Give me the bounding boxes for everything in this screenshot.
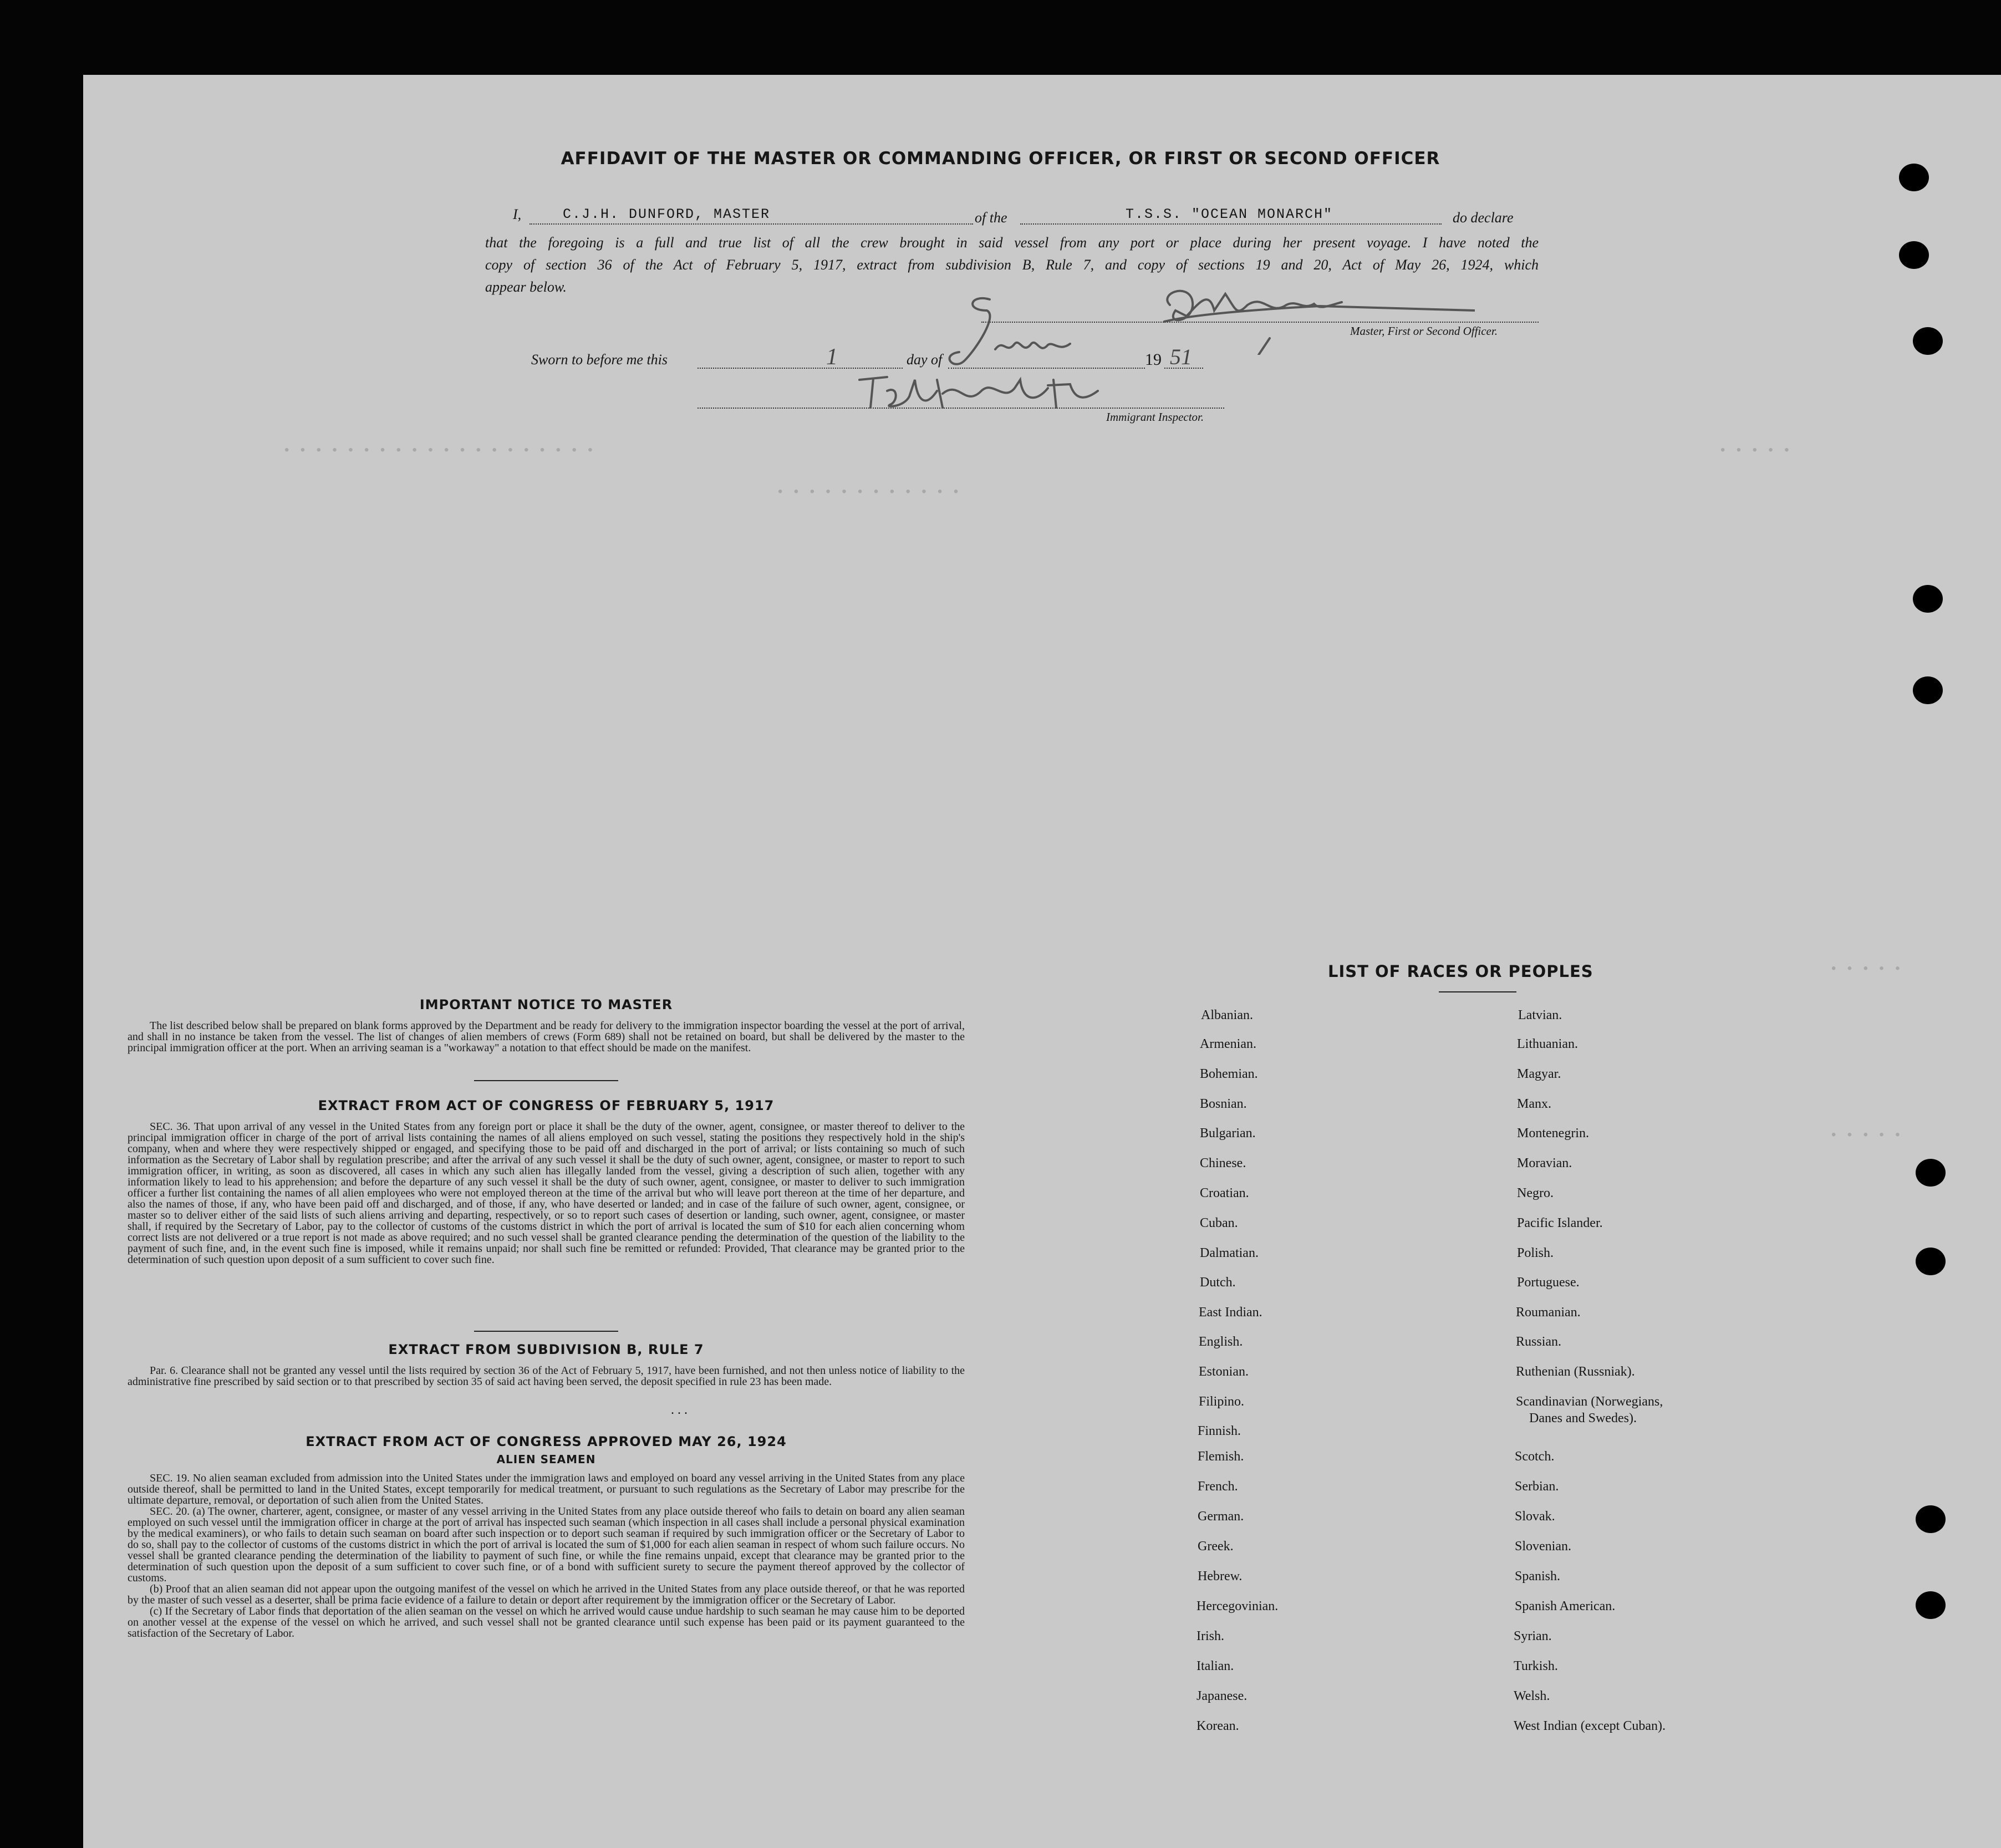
year-suffix: 51 [1170,344,1192,369]
declare-label: do declare [1453,210,1514,226]
race-item: Ruthenian (Russniak). [1516,1365,1635,1379]
race-item: Italian. [1196,1659,1234,1673]
sworn-label: Sworn to before me this [531,352,668,368]
bleed-through-text: • • • • • [1719,444,1791,459]
i-label: I, [513,206,522,222]
race-item: Finnish. [1198,1424,1241,1438]
vessel-line [1020,223,1442,225]
race-item: Montenegrin. [1517,1126,1589,1141]
race-item: Roumanian. [1516,1305,1581,1320]
of-the-label: of the [975,210,1007,226]
race-item: Slovenian. [1515,1539,1571,1554]
punch-hole [1916,1505,1946,1533]
race-item: Slovak. [1515,1509,1555,1524]
race-item: Manx. [1517,1097,1551,1111]
punch-hole [1899,164,1929,191]
section-divider [474,1080,618,1081]
race-item: German. [1198,1509,1244,1524]
race-item: Dalmatian. [1200,1246,1259,1260]
punch-hole [1916,1248,1946,1275]
sec20a-paragraph: SEC. 20. (a) The owner, charterer, agent, consignee, or master of any vessel arriving in the United States from any place outside thereof who fails to detain on board any alien seaman employed on such vessel until the immigration officer in charge at the port of arrival has inspected such seaman (which inspection in all cases shall include a personal physical examination by the medical examiners), or who fails to detain such seaman on board after such inspection or to deport such seaman if required by such immigration officer or the Secretary of Labor to do so, shall pay to the collector of customs of the customs district in which the port of arrival is located the sum of $1,000 for each alien seaman in respect of whom such failure occurs. No vessel shall be granted clearance pending the determination of the liability to payment of such fine, or while the fine remains unpaid, except that clearance may be granted prior to the determination of such question upon the deposit of a sum sufficient to cover such fine, or of a bond with sufficient surety to secure the payment thereof approved by the collector of customs. [128,1505,965,1584]
affidavit-body-line: that the foregoing is a full and true list of all the crew brought in said vessel from any port or place during her present voyage. I have noted the [485,235,1539,251]
affidavit-body-line: copy of section 36 of the Act of February 5, 1917, extract from subdivision B, Rule 7, and copy of sections 19 and 20, Act of May 26, 1924, which [485,257,1539,273]
race-item: Negro. [1517,1186,1554,1200]
race-item: Dutch. [1200,1275,1236,1290]
race-item: West Indian (except Cuban). [1514,1719,1666,1733]
sec19-paragraph: SEC. 19. No alien seaman excluded from admission into the United States under the immigration laws and employed on board any vessel arriving in the United States from any place outside thereof, shall be permitted to land in the United States, except temporarily for medical treatment, or pursuant to such regulations as the Secretary of Labor may prescribe for the ultimate departure, removal, or deportation of such alien from the United States. [128,1472,965,1506]
extract-1924-subtitle: ALIEN SEAMEN [496,1453,596,1466]
race-item: Russian. [1516,1335,1562,1349]
affidavit-body-line: appear below. [485,279,567,295]
master-caption: Master, First or Second Officer. [1350,324,1498,338]
race-item: Lithuanian. [1517,1037,1578,1051]
race-item: Spanish American. [1515,1599,1616,1613]
day-of-label: day of [907,352,943,368]
affidavit-title: AFFIDAVIT OF THE MASTER OR COMMANDING OFFICER, OR FIRST OR SECOND OFFICER [561,149,1440,169]
race-item: Polish. [1517,1246,1554,1260]
race-item: Latvian. [1518,1008,1562,1022]
inspector-signature [854,369,1120,419]
extract-1924-text [128,1473,965,1639]
race-item: Croatian. [1200,1186,1249,1200]
race-item: Filipino. [1199,1394,1245,1409]
race-item: Pacific Islander. [1517,1216,1603,1230]
extract-rule7-text [128,1365,965,1387]
race-item: French. [1198,1479,1238,1494]
race-item: Bosnian. [1200,1097,1247,1111]
punch-hole [1899,241,1929,269]
sec20b-paragraph: (b) Proof that an alien seaman did not appear upon the outgoing manifest of the vessel on which he arrived in the United States from any place outside thereof, or that he was reported by the master of such vessel as a deserter, shall be prima facie evidence of a failure to detain or deport after requirement by the immigration officer or the Secretary of Labor. [128,1583,965,1606]
race-item: Moravian. [1517,1156,1572,1170]
notice-title: IMPORTANT NOTICE TO MASTER [419,997,673,1012]
race-item: Turkish. [1514,1659,1558,1673]
bleed-through-text: • • • • • • • • • • • • • • • • • • • • [283,444,594,459]
punch-hole [1913,585,1943,613]
notice-paragraph: The list described below shall be prepared on blank forms approved by the Department and be ready for delivery to the immigration inspector boarding the vessel at the port of arrival, and shall in no instance be taken from the vessel. The list of changes of alien members of crews (Form 689) shall not be retained on board, but shall be delivered by the master to the principal immigration officer at the port. When an arriving seaman is a "workaway" a notation to that effect should be made on the manifest. [128,1020,965,1054]
bleed-through-text: • • • • • • • • • • • • [776,485,960,500]
race-item: Spanish. [1515,1569,1561,1584]
races-divider [1439,991,1516,992]
race-item: Magyar. [1517,1067,1561,1081]
races-title: LIST OF RACES OR PEOPLES [1328,962,1593,981]
race-item: Japanese. [1196,1689,1248,1703]
race-item: Portuguese. [1517,1275,1580,1290]
sworn-month-handwriting [943,288,1087,377]
vessel-name: T.S.S. "OCEAN MONARCH" [1126,206,1333,222]
ellipsis: . . . [671,1403,688,1417]
year-prefix: 19 [1145,350,1162,369]
race-item: Albanian. [1201,1008,1253,1022]
section-divider [474,1331,618,1332]
bleed-through-text: • • • • • [1830,1128,1902,1143]
extract-1924-title: EXTRACT FROM ACT OF CONGRESS APPROVED MAY 26, 1924 [306,1434,787,1449]
race-item: Scandinavian (Norwegians, [1516,1394,1663,1409]
race-item: English. [1199,1335,1243,1349]
bleed-through-text: • • • • • [1830,962,1902,977]
master-name: C.J.H. DUNFORD, MASTER [563,206,771,222]
race-item: Cuban. [1200,1216,1238,1230]
extract-1917-title: EXTRACT FROM ACT OF CONGRESS OF FEBRUARY 5, 1917 [318,1098,775,1113]
inspector-caption: Immigrant Inspector. [1106,410,1204,424]
race-item: Irish. [1196,1629,1224,1643]
master-signature [1153,272,1475,355]
race-item: Syrian. [1514,1629,1552,1643]
race-item: Welsh. [1514,1689,1550,1703]
punch-hole [1916,1159,1946,1187]
extract-1917-text [128,1121,965,1265]
race-item: Bohemian. [1200,1067,1258,1081]
punch-hole [1913,676,1943,704]
race-item: Hercegovinian. [1196,1599,1279,1613]
extract-rule7-paragraph: Par. 6. Clearance shall not be granted any vessel until the lists required by section 36 of the Act of February 5, 1917, have been furnished, and not then unless notice of liability to the administrative fine prescribed by said section or to that prescribed by section 35 of said act having been served, the deposit specified in rule 23 has been made. [128,1365,965,1388]
race-item: Chinese. [1200,1156,1246,1170]
notice-text [128,1020,965,1053]
race-item-continuation: Danes and Swedes). [1529,1411,1637,1426]
extract-rule7-title: EXTRACT FROM SUBDIVISION B, RULE 7 [388,1342,704,1357]
race-item: Estonian. [1199,1365,1249,1379]
sworn-day: 1 [826,344,838,370]
race-item: Hebrew. [1198,1569,1243,1584]
race-item: Korean. [1196,1719,1239,1733]
race-item: Serbian. [1515,1479,1559,1494]
race-item: Flemish. [1198,1449,1244,1464]
sec20c-paragraph: (c) If the Secretary of Labor finds that deportation of the alien seaman on the vessel on which he arrived would cause undue hardship to such seaman he may cause him to be deported on another vessel at the expense of the vessel on which he arrived, and such vessel shall not be granted clearance until such expense has been paid or its payment guaranteed to the satisfaction of the Secretary of Labor. [128,1605,965,1640]
extract-1917-paragraph: SEC. 36. That upon arrival of any vessel in the United States from any foreign port or place it shall be the duty of the owner, agent, consignee, or master thereof to deliver to the principal immigration officer in charge of the port of arrival lists containing the names of all aliens employed on such vessel, stating the positions they respectively hold in the ship's company, when and where they were respectively shipped or engaged, and specifying those to be paid off and discharged in the port of arrival; or lists containing so much of such information as the Secretary of Labor shall by regulation prescribe; and after the arrival of any such vessel it shall be the duty of such owner, agent, consignee, or master to report to such immigration officer, in writing, as soon as discovered, all cases in which any such alien has illegally landed from the vessel, giving a description of such alien, together with any information likely to lead to his apprehension; and before the departure of any such vessel it shall be the duty of such owner, agent, consignee, or master to deliver to such immigration officer a further list containing the names of all alien employees who were not employed thereon at the time of the arrival but who will leave port thereon at the time of her departure, and also the names of those, if any, who have been paid off and discharged, and of those, if any, who have deserted or landed; and in case of the failure of such owner, agent, consignee, or master so to deliver either of the said lists of such aliens arriving and departing, respectively, or so to report such cases of desertion or landing, such owner, agent, consignee, or master shall, if required by the Secretary of Labor, pay to the collector of customs of the customs district in which the port of arrival is located the sum of $10 for each alien concerning whom correct lists are not delivered or a true report is not made as above required; and no such vessel shall be granted clearance pending the determination of the question of the liability to the payment of such fine, and, in the event such fine is imposed, while it remains unpaid; nor shall such fine be remitted or refunded: Provided, That clearance may be granted prior to the determination of such question upon deposit of a sum sufficient to cover such fine. [128,1121,965,1266]
punch-hole [1916,1591,1946,1619]
race-item: Scotch. [1515,1449,1555,1464]
race-item: Bulgarian. [1200,1126,1256,1141]
name-line [529,223,973,225]
punch-hole [1913,327,1943,355]
race-item: Greek. [1198,1539,1234,1554]
race-item: Armenian. [1200,1037,1256,1051]
race-item: East Indian. [1199,1305,1262,1320]
